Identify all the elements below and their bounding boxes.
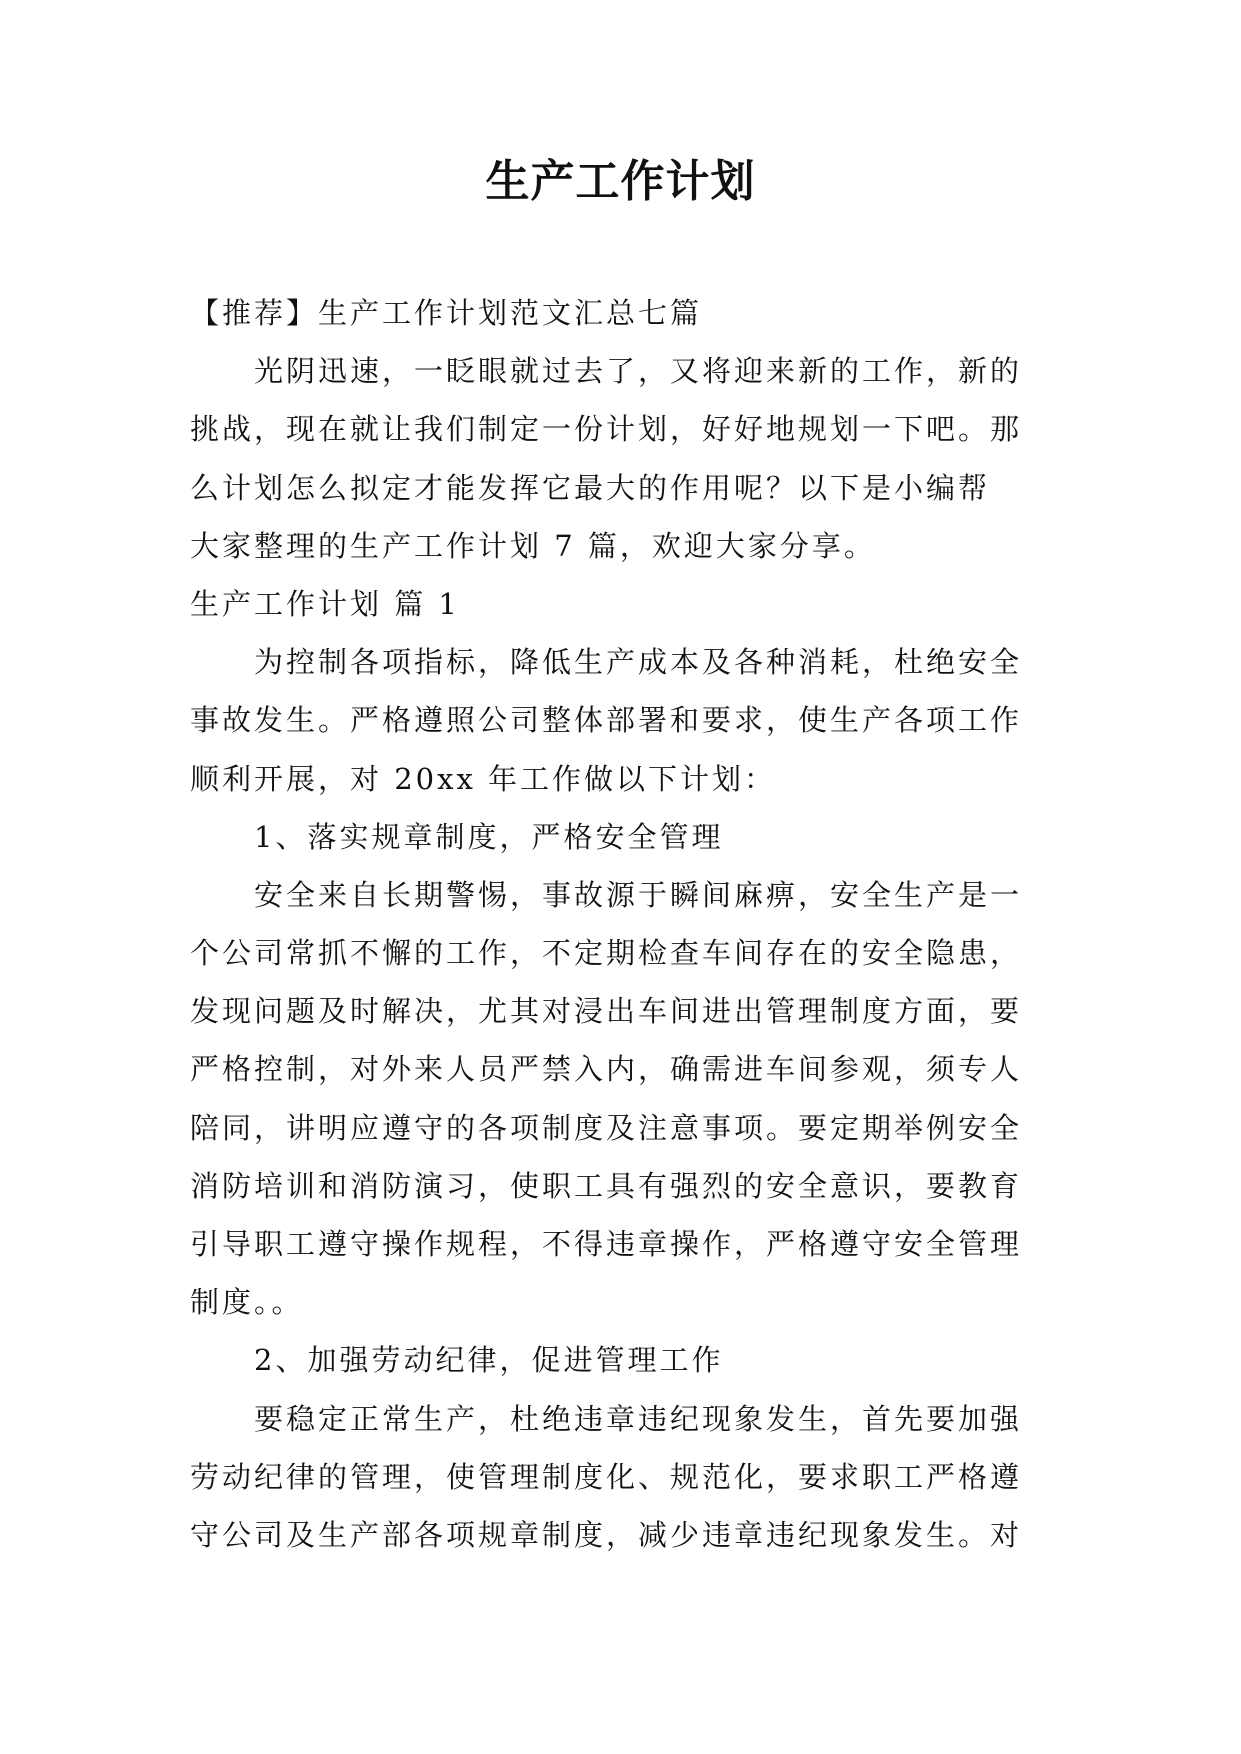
text-line: 守公司及生产部各项规章制度，减少违章违纪现象发生。对 <box>190 1517 1023 1552</box>
text-line: 2、加强劳动纪律，促进管理工作 <box>254 1343 724 1378</box>
text-line: 消防培训和消防演习，使职工具有强烈的安全意识，要教育 <box>190 1168 1023 1203</box>
text-line: 引导职工遵守操作规程，不得违章操作，严格遵守安全管理 <box>190 1227 1023 1261</box>
text-line: 顺利开展，对 20xx 年工作做以下计划： <box>190 761 777 796</box>
text-line: 事故发生。严格遵照公司整体部署和要求，使生产各项工作 <box>190 703 1023 738</box>
text-line: 1、落实规章制度，严格安全管理 <box>254 819 724 854</box>
text-line: 发现问题及时解决，尤其对浸出车间进出管理制度方面，要 <box>190 994 1023 1029</box>
text-line: 安全来自长期警惕，事故源于瞬间麻痹，安全生产是一 <box>254 877 1023 912</box>
text-line: 大家整理的生产工作计划 7 篇，欢迎大家分享。 <box>190 528 876 563</box>
text-line: 挑战，现在就让我们制定一份计划，好好地规划一下吧。那 <box>190 412 1023 447</box>
text-line: 生产工作计划 篇 1 <box>190 586 460 621</box>
text-line: 严格控制，对外来人员严禁入内，确需进车间参观，须专人 <box>190 1052 1023 1087</box>
text-line: 要稳定正常生产，杜绝违章违纪现象发生，首先要加强 <box>254 1401 1023 1436</box>
text-line: 为控制各项指标，降低生产成本及各种消耗，杜绝安全 <box>254 645 1023 680</box>
text-line: 光阴迅速，一眨眼就过去了，又将迎来新的工作，新的 <box>254 354 1023 389</box>
document-body <box>190 284 1065 1564</box>
text-line: 个公司常抓不懈的工作，不定期检查车间存在的安全隐患， <box>190 936 1023 971</box>
text-line: 么计划怎么拟定才能发挥它最大的作用呢？以下是小编帮 <box>190 470 991 505</box>
text-line: 陪同，讲明应遵守的各项制度及注意事项。要定期举例安全 <box>190 1110 1023 1145</box>
text-line: 劳动纪律的管理，使管理制度化、规范化，要求职工严格遵 <box>190 1459 1023 1494</box>
text-line: 【推荐】生产工作计划范文汇总七篇 <box>190 296 703 330</box>
document-title: 生产工作计划 <box>485 156 756 207</box>
text-line: 制度。。 <box>190 1285 304 1320</box>
